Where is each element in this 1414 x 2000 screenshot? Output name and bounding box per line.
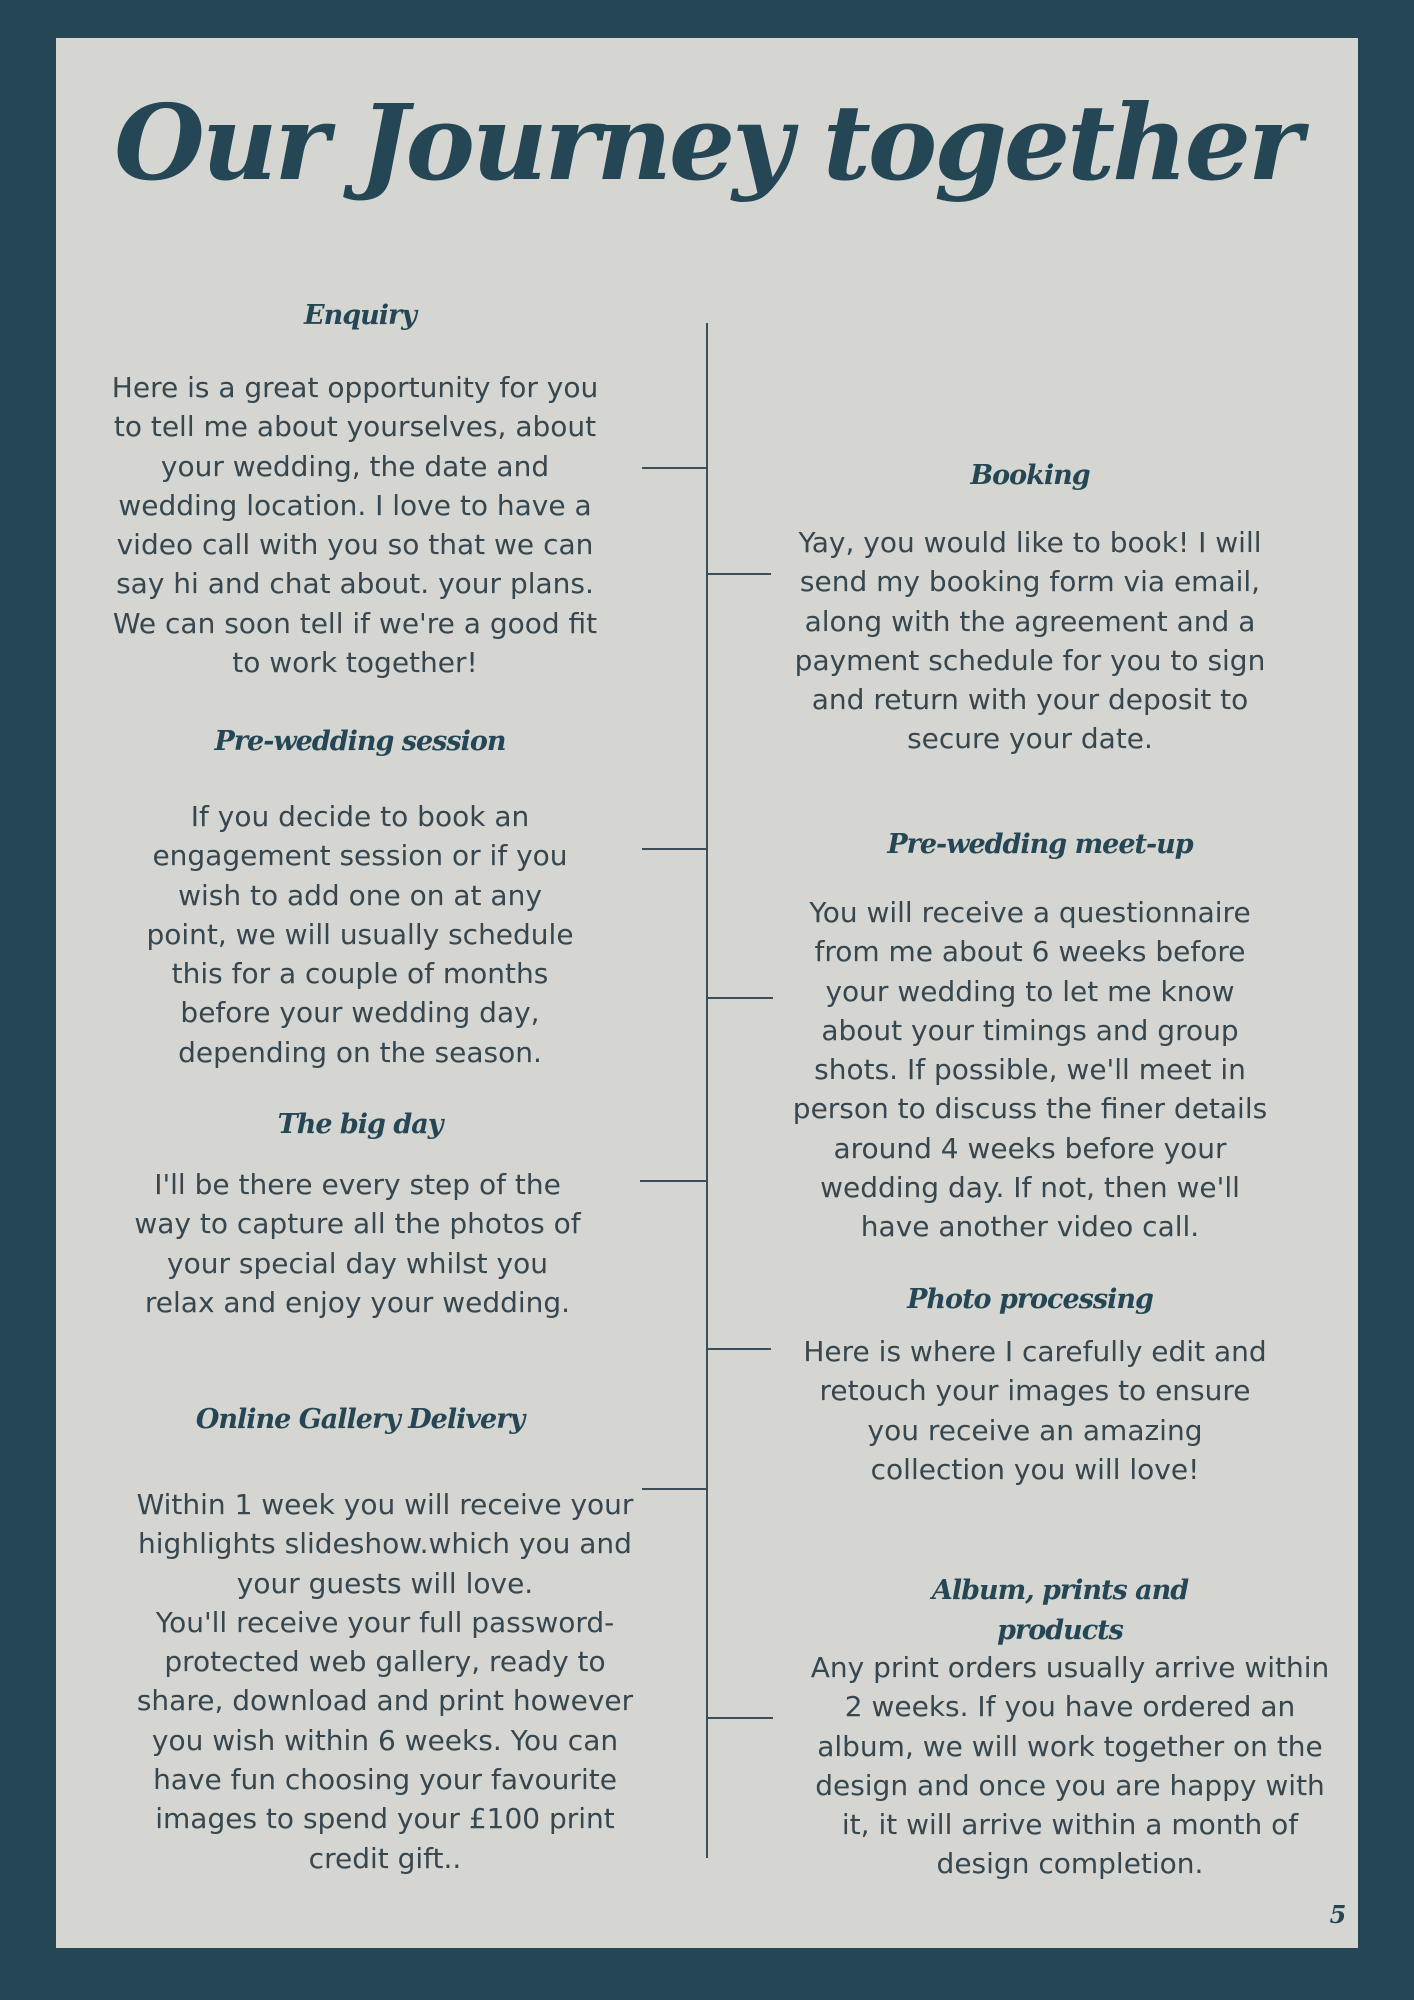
step-text-photo-processing: Here is where I carefully edit and retouch your images to ensure you receive an amazing collection you will love! — [803, 1335, 1267, 1486]
timeline-tick-pre-wedding-meet-up — [707, 997, 773, 999]
timeline-tick-album — [707, 1717, 773, 1719]
step-heading-big-day: The big day — [277, 1109, 443, 1140]
step-text-online-gallery: Within 1 week you will receive your highlights slideshow.which you and your guests will love. You'll receive your full password- protected web gallery, ready to share, download and print however you wish within 6 weeks. You can have fun choosing your favourite images to spend your £100 print credit gift.. — [136, 1488, 634, 1875]
step-heading-booking: Booking — [970, 460, 1090, 491]
timeline-tick-photo-processing — [707, 1348, 771, 1350]
page-title: Our Journey together — [114, 81, 1300, 204]
step-heading-pre-wedding-meet-up: Pre-wedding meet-up — [887, 829, 1193, 860]
step-heading-enquiry: Enquiry — [304, 300, 416, 331]
step-text-big-day: I'll be there every step of the way to capture all the photos of your special day whilst you relax and enjoy your wedding. — [134, 1168, 581, 1319]
timeline-tick-big-day — [640, 1180, 707, 1182]
step-heading-photo-processing: Photo processing — [907, 1284, 1153, 1315]
timeline-tick-booking — [707, 573, 771, 575]
step-text-album: Any print orders usually arrive within 2 weeks. If you have ordered an album, we will work together on the design and once you are happy with it, it will arrive within a month of design completion. — [810, 1651, 1330, 1881]
step-heading-pre-wedding-session: Pre-wedding session — [214, 726, 506, 757]
timeline-tick-enquiry — [642, 467, 707, 469]
timeline-line — [706, 323, 708, 1858]
step-heading-online-gallery: Online Gallery Delivery — [195, 1404, 525, 1435]
page-number: 5 — [1329, 1900, 1347, 1929]
step-text-pre-wedding-meet-up: You will receive a questionnaire from me about 6 weeks before your wedding to let me know about your timings and group shots. If possible, we'll meet in person to discuss the finer details around 4 weeks before your wedding day. If not, then we'll have another video call. — [792, 896, 1268, 1244]
step-text-pre-wedding-session: If you decide to book an engagement session or if you wish to add one on at any point, we will usually schedule this for a couple of months before your wedding day, depending on the season. — [146, 800, 574, 1069]
timeline-tick-pre-wedding-session — [642, 848, 707, 850]
step-text-enquiry: Here is a great opportunity for you to tell me about yourselves, about your wedding, the date and wedding location. I love to have a video call with you so that we can say hi and chat about. your plans. We can soon tell if we're a good fit to work together! — [111, 371, 599, 680]
step-text-booking: Yay, you would like to book! I will send my booking form via email, along with the agreement and a payment schedule for you to sign and return with your deposit to secure your date. — [794, 526, 1266, 756]
step-heading-album: Album, prints and products — [931, 1575, 1189, 1646]
